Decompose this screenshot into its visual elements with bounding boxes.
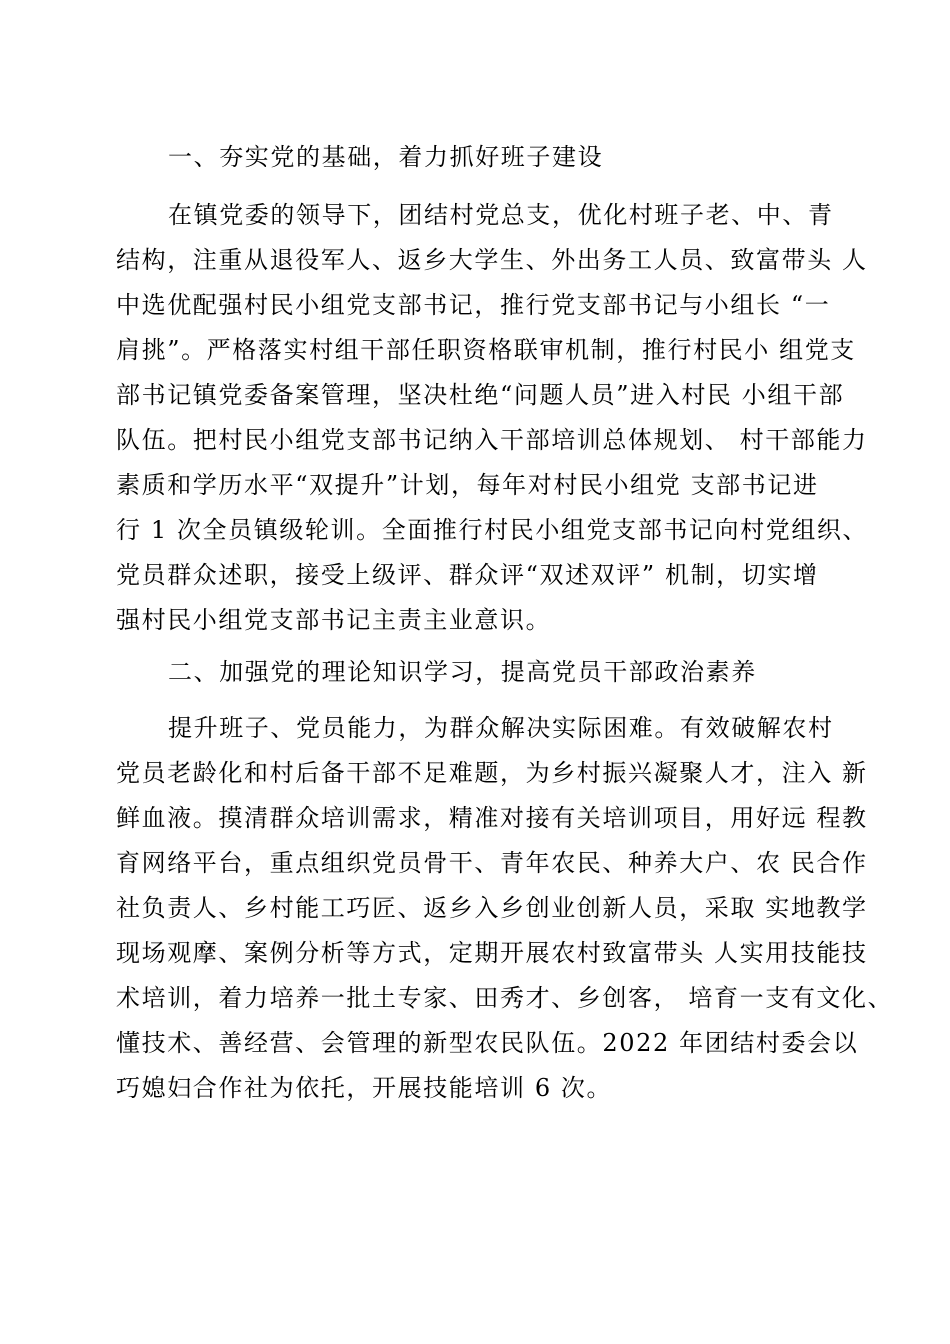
paragraph-line: 党员群众述职，接受上级评、群众评“双述双评” 机制，切实增	[116, 561, 819, 589]
section-2	[116, 650, 838, 695]
paragraph-line: 懂技术、善经营、会管理的新型农民队伍。2022 年团结村委会以	[116, 1029, 859, 1057]
paragraph-line: 现场观摩、案例分析等方式，定期开展农村致富带头 人实用技能技	[116, 939, 868, 967]
paragraph-line: 肩挑”。严格落实村组干部任职资格联审机制，推行村民小 组党支	[116, 336, 856, 364]
section-heading: 一、夯实党的基础，着力抓好班子建设	[168, 143, 604, 171]
paragraph-line: 在镇党委的领导下，团结村党总支，优化村班子老、中、青	[168, 201, 834, 229]
paragraph-line: 中选优配强村民小组党支部书记，推行党支部书记与小组长 “一	[116, 291, 831, 319]
paragraph-line: 党员老龄化和村后备干部不足难题，为乡村振兴凝聚人才，注入 新	[116, 759, 868, 787]
paragraph-line: 强村民小组党支部书记主责主业意识。	[116, 606, 552, 634]
section-heading: 二、加强党的理论知识学习，提高党员干部政治素养	[168, 658, 757, 686]
section-2-paragraph	[116, 706, 894, 1111]
paragraph-line: 结构，注重从退役军人、返乡大学生、外出务工人员、致富带头 人	[116, 246, 868, 274]
section-1-paragraph	[116, 193, 869, 643]
section-1	[116, 135, 838, 180]
paragraph-line: 社负责人、乡村能工巧匠、返乡入乡创业创新人员，采取 实地教学	[116, 894, 868, 922]
paragraph-line: 巧媳妇合作社为依托，开展技能培训 6 次。	[116, 1074, 613, 1102]
paragraph-line: 部书记镇党委备案管理，坚决杜绝“问题人员”进入村民 小组干部	[116, 381, 845, 409]
paragraph-line: 提升班子、党员能力，为群众解决实际困难。有效破解农村	[168, 714, 834, 742]
paragraph-line: 素质和学历水平“双提升”计划，每年对村民小组党 支部书记进	[116, 471, 819, 499]
paragraph-line: 鲜血液。摸清群众培训需求，精准对接有关培训项目，用好远 程教	[116, 804, 868, 832]
paragraph-line: 行 1 次全员镇级轮训。全面推行村民小组党支部书记向村党组织、	[116, 516, 869, 544]
paragraph-line: 术培训，着力培养一批土专家、田秀才、乡创客， 培育一支有文化、	[116, 984, 894, 1012]
paragraph-line: 队伍。把村民小组党支部书记纳入干部培训总体规划、 村干部能力	[116, 426, 868, 454]
paragraph-line: 育网络平台，重点组织党员骨干、青年农民、种养大户、农 民合作	[116, 849, 868, 877]
